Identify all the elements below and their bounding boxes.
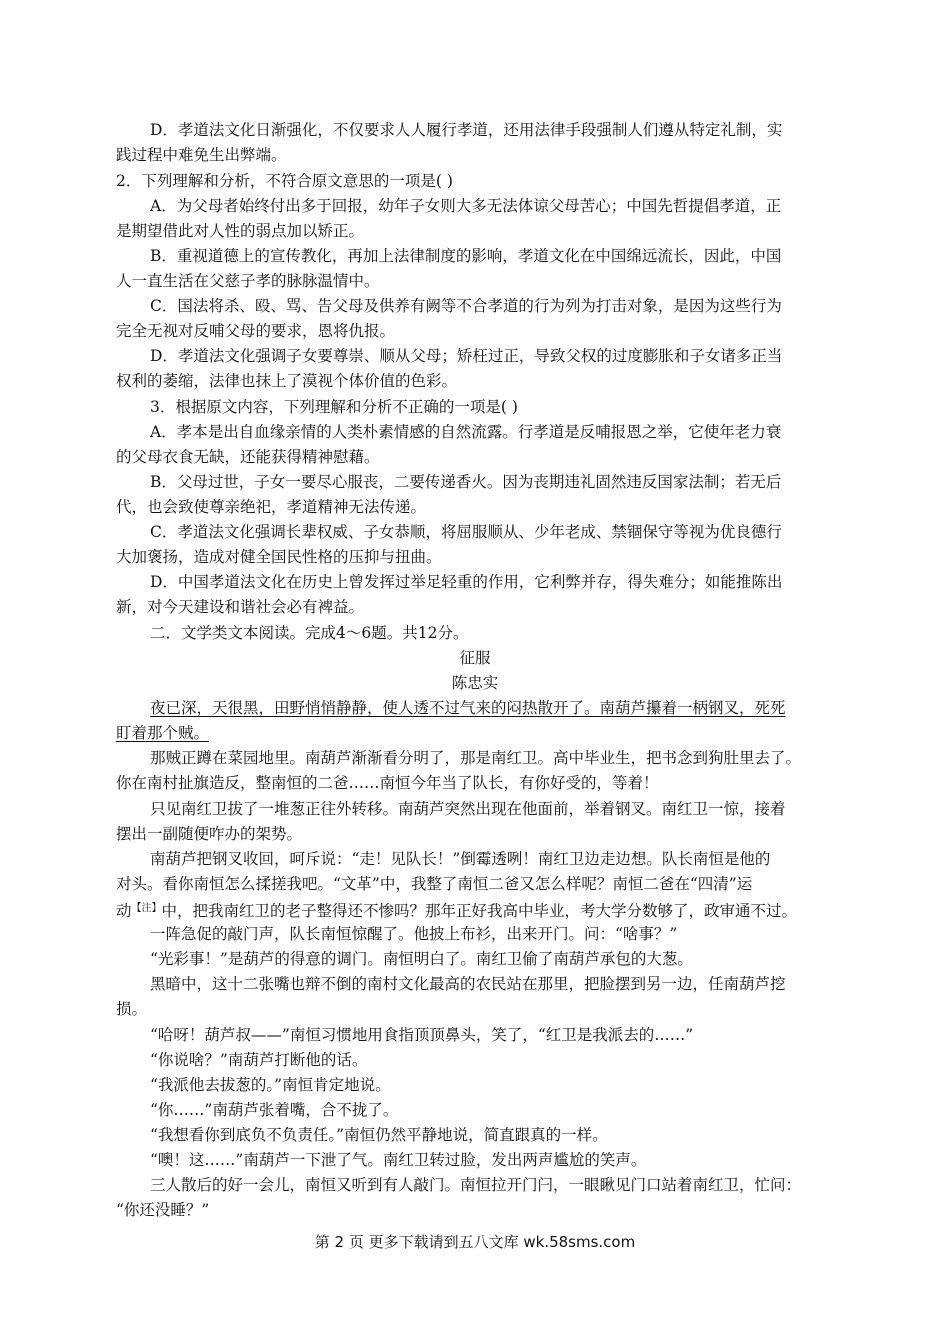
annotation-prefix: 动 bbox=[116, 902, 132, 920]
text-line: “我派他去拔葱的。”南恒肯定地说。 bbox=[150, 1076, 391, 1094]
text-line: 践过程中难免生出弊端。 bbox=[116, 146, 287, 164]
text-line: 你在南村扯旗造反，整南恒的二爸……南恒今年当了队长，有你好受的，等着！ bbox=[116, 774, 659, 792]
question-3: 3．根据原文内容，下列理解和分析不正确的一项是( ) bbox=[150, 398, 518, 416]
option-a: A．孝本是出自血缘亲情的人类朴素情感的自然流露。行孝道是反哺报恩之举，它使年老力衰 bbox=[150, 423, 782, 441]
text-line: 中，把我南红卫的老子整得还不惨吗？那年正好我高中毕业，考大学分数够了，政审通不过。 bbox=[161, 902, 798, 920]
option-a: A．为父母者始终付出多于回报，幼年子女则大多无法体谅父母苦心；中国先哲提倡孝道，正 bbox=[150, 197, 782, 215]
text-line: 人一直生活在父慈子孝的脉脉温情中。 bbox=[116, 272, 380, 290]
text-line: “噢！这……”南葫芦一下泄了气。南红卫转过脸，发出两声尴尬的笑声。 bbox=[150, 1151, 647, 1169]
story-title: 征服 bbox=[459, 649, 491, 667]
text-line: “你还没睡？” bbox=[116, 1201, 210, 1219]
question-2: 2．下列理解和分析，不符合原文意思的一项是( ) bbox=[116, 172, 453, 190]
page-footer: 第 2 页 更多下载请到五八文库 wk.58sms.com bbox=[314, 1233, 636, 1251]
text-line: 大加褒扬，造成对健全国民性格的压抑与扭曲。 bbox=[116, 548, 442, 566]
text-line-with-note bbox=[116, 898, 797, 922]
text-line: 完全无视对反哺父母的要求，恩将仇报。 bbox=[116, 322, 396, 340]
text-line: “光彩事！”是葫芦的得意的调门。南恒明白了。南红卫偷了南葫芦承包的大葱。 bbox=[150, 950, 693, 968]
text-line: 三人散后的好一会儿，南恒又听到有人敲门。南恒拉开门闩，一眼瞅见门口站着南红卫，忙问： bbox=[150, 1176, 802, 1194]
underlined-passage: 盯着那个贼。 bbox=[116, 724, 210, 742]
option-b: B．重视道德上的宣传教化，再加上法律制度的影响，孝道文化在中国绵远流长，因此，中国 bbox=[150, 247, 782, 265]
text-line: 只见南红卫拔了一堆葱正往外转移。南葫芦突然出现在他面前，举着钢叉。南红卫一惊，接着 bbox=[150, 800, 786, 818]
annotation-mark: 【注】 bbox=[131, 903, 162, 914]
text-line: “我想看你到底负不负责任。”南恒仍然平静地说，简直跟真的一样。 bbox=[150, 1126, 608, 1144]
text-line: 损。 bbox=[116, 1000, 148, 1018]
story-author: 陈忠实 bbox=[451, 674, 499, 692]
text-line: 是期望借此对人性的弱点加以矫正。 bbox=[116, 222, 365, 240]
option-d: D．中国孝道法文化在历史上曾发挥过举足轻重的作用，它利弊并存，得失难分；如能推陈出 bbox=[150, 573, 783, 591]
option-b: B．父母过世，子女一要尽心服丧，二要传递香火。因为丧期违礼固然违反国家法制；若无后 bbox=[150, 473, 782, 491]
text-line: 那贼正蹲在菜园地里。南葫芦渐渐看分明了，那是南红卫。高中毕业生，把书念到狗肚里去了。 bbox=[150, 749, 802, 767]
text-line: 代，也会致使尊亲绝祀，孝道精神无法传递。 bbox=[116, 498, 427, 516]
text-line: 一阵急促的敲门声，队长南恒惊醒了。他披上布衫，出来开门。问：“啥事？” bbox=[150, 925, 678, 943]
text-line: “你……”南葫芦张着嘴，合不拢了。 bbox=[150, 1101, 399, 1119]
text-line: 权利的萎缩，法律也抹上了漠视个体价值的色彩。 bbox=[116, 372, 458, 390]
section-heading: 二．文学类文本阅读。完成4～6题。共12分。 bbox=[150, 624, 469, 642]
text-line: 黑暗中，这十二张嘴也辩不倒的南村文化最高的农民站在那里，把脸摆到另一边，任南葫芦挖 bbox=[150, 975, 786, 993]
option-c: C．国法将杀、殴、骂、告父母及供养有阙等不合孝道的行为列为打击对象，是因为这些行为 bbox=[150, 297, 782, 315]
text-line: 摆出一副随便咋办的架势。 bbox=[116, 825, 303, 843]
text-line: “哈呀！葫芦叔——”南恒习惯地用食指顶顶鼻头，笑了，“红卫是我派去的……” bbox=[150, 1026, 694, 1044]
text-line: “你说啥？”南葫芦打断他的话。 bbox=[150, 1051, 368, 1069]
option-c: C．孝道法文化强调长辈权威、子女恭顺，将屈服顺从、少年老成、禁锢保守等视为优良德行 bbox=[150, 523, 782, 541]
text-line: 南葫芦把钢叉收回，呵斥说：“走！见队长！”倒霉透咧！南红卫边走边想。队长南恒是他的 bbox=[150, 850, 771, 868]
option-d: D．孝道法文化强调子女要尊崇、顺从父母；矫枉过正，导致父权的过度膨胀和子女诸多正当 bbox=[150, 347, 783, 365]
text-line: D．孝道法文化日渐强化，不仅要求人人履行孝道，还用法律手段强制人们遵从特定礼制，实 bbox=[150, 121, 783, 139]
text-line: 新，对今天建设和谐社会必有裨益。 bbox=[116, 598, 365, 616]
text-line: 对头。看你南恒怎么揉搓我吧。“文革”中，我整了南恒二爸又怎么样呢？南恒二爸在“四清”运 bbox=[116, 875, 753, 893]
text-line: 的父母衣食无缺，还能获得精神慰藉。 bbox=[116, 448, 380, 466]
underlined-passage: 夜已深，天很黑，田野悄悄静静，使人透不过气来的闷热散开了。南葫芦攥着一柄钢叉，死死 bbox=[150, 699, 786, 717]
